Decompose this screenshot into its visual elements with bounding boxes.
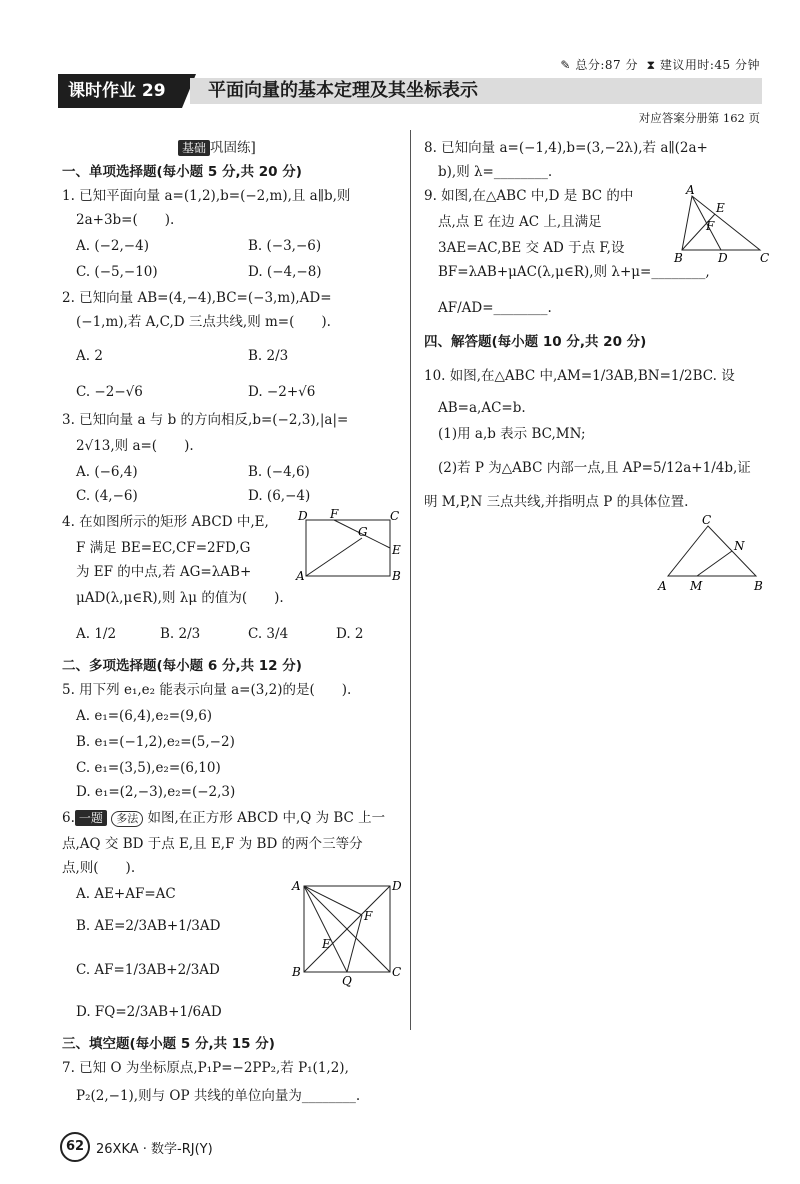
q10-line1: 10. 如图,在△ABC 中,AM=1/3AB,BN=1/2BC. 设 (424, 368, 735, 384)
label-N: N (734, 539, 745, 553)
q3-option-b: B. (−4,6) (248, 464, 310, 480)
label-A: A (686, 184, 695, 197)
q4-line2: F 满足 BE=EC,CF=2FD,G (76, 540, 251, 556)
one-question-badge: 一题 (75, 810, 107, 826)
pen-icon: ✎ (560, 58, 571, 72)
q4-option-c: C. 3/4 (248, 626, 289, 642)
q3-option-a: A. (−6,4) (76, 464, 138, 480)
segment-AQ (304, 886, 347, 972)
q7-line1: 7. 已知 O 为坐标原点,P₁P=−2PP₂,若 P₁(1,2), (62, 1060, 349, 1076)
q4-line1: 4. 在如图所示的矩形 ABCD 中,E, (62, 514, 269, 530)
triangle9-figure (672, 184, 772, 266)
label-E: E (392, 543, 401, 557)
page-number: 62 (60, 1132, 90, 1162)
q4-option-d: D. 2 (336, 626, 364, 642)
label-E: E (322, 937, 331, 951)
q5-option-a: A. e₁=(6,4),e₂=(9,6) (76, 708, 213, 724)
q7-line2: P₂(2,−1),则与 OP 共线的单位向量为________. (76, 1088, 361, 1104)
q5-option-d: D. e₁=(2,−3),e₂=(−2,3) (76, 784, 236, 800)
label-F: F (330, 508, 339, 521)
label-C: C (702, 514, 712, 527)
total-score: 总分:87 分 (575, 58, 638, 72)
segment-AG (306, 538, 362, 576)
q2-option-c: C. −2−√6 (76, 384, 143, 400)
hourglass-icon: ⧗ (646, 58, 656, 72)
q9-line1: 9. 如图,在△ABC 中,D 是 BC 的中 (424, 188, 634, 204)
q4-option-b: B. 2/3 (160, 626, 201, 642)
label-D: D (718, 251, 728, 265)
section-single-choice: 一、单项选择题(每小题 5 分,共 20 分) (62, 164, 302, 180)
q8-line2: b),则 λ=________. (438, 164, 553, 180)
q5-option-c: C. e₁=(3,5),e₂=(6,10) (76, 760, 221, 776)
label-M: M (690, 579, 703, 593)
section-multi-choice: 二、多项选择题(每小题 6 分,共 12 分) (62, 658, 302, 674)
foundation-badge: 基础 (178, 140, 210, 156)
label-C: C (392, 965, 402, 979)
label-E: E (716, 201, 725, 215)
label-C: C (390, 509, 400, 523)
title-banner (58, 74, 762, 108)
column-divider (410, 130, 411, 1030)
q2-option-a: A. 2 (76, 348, 103, 364)
label-B: B (754, 579, 763, 593)
q5-stem: 5. 用下列 e₁,e₂ 能表示向量 a=(3,2)的是( ). (62, 682, 352, 698)
q4-line3: 为 EF 的中点,若 AG=λAB+ (76, 564, 252, 580)
footer-code: 26XKA · 数学-RJ(Y) (96, 1142, 213, 1157)
q2-option-b: B. 2/3 (248, 348, 289, 364)
segment-AF (304, 886, 362, 915)
q1-option-b: B. (−3,−6) (248, 238, 322, 254)
q6-line3: 点,则( ). (62, 860, 136, 876)
label-Q: Q (342, 974, 352, 988)
q10-line3: (1)用 a,b 表示 BC,MN; (438, 426, 586, 442)
answer-reference: 对应答案分册第 162 页 (638, 111, 760, 125)
q1-option-c: C. (−5,−10) (76, 264, 158, 280)
q9-line3: 3AE=AC,BE 交 AD 于点 F,设 (438, 240, 625, 256)
suggested-time: 建议用时:45 分钟 (659, 58, 760, 72)
label-A: A (658, 579, 667, 593)
label-G: G (358, 525, 368, 539)
label-B: B (674, 251, 683, 265)
page-title: 平面向量的基本定理及其坐标表示 (208, 80, 478, 101)
q3-option-c: C. (4,−6) (76, 488, 138, 504)
q1-line2: 2a+3b=( ). (76, 212, 175, 228)
q3-option-d: D. (6,−4) (248, 488, 311, 504)
q1-option-d: D. (−4,−8) (248, 264, 322, 280)
q6-option-c: C. AF=1/3AB+2/3AD (76, 962, 220, 978)
q5-option-b: B. e₁=(−1,2),e₂=(5,−2) (76, 734, 235, 750)
q9-line2: 点,点 E 在边 AC 上,且满足 (438, 214, 602, 230)
q2-line1: 2. 已知向量 AB=(4,−4),BC=(−3,m),AD= (62, 290, 332, 306)
label-A: A (296, 569, 305, 583)
label-D: D (392, 879, 402, 893)
q6-option-a: A. AE+AF=AC (76, 886, 176, 902)
header-meta (560, 56, 760, 73)
q8-line1: 8. 已知向量 a=(−1,4),b=(3,−2λ),若 a∥(2a+ (424, 140, 708, 156)
label-B: B (292, 965, 301, 979)
q6-line2: 点,AQ 交 BD 于点 E,且 E,F 为 BD 的两个三等分 (62, 836, 363, 852)
label-A: A (292, 879, 301, 893)
square-figure (288, 876, 404, 988)
triangle10-figure (656, 514, 768, 594)
homework-badge: 课时作业 29 (58, 74, 182, 108)
foundation-heading: 基础 巩固练] (178, 138, 256, 158)
q9-line4: BF=λAB+μAC(λ,μ∈R),则 λ+μ=________, (438, 264, 710, 280)
section-fill-blank: 三、填空题(每小题 5 分,共 15 分) (62, 1036, 275, 1052)
q2-line2: (−1,m),若 A,C,D 三点共线,则 m=( ). (76, 314, 331, 330)
label-D: D (298, 509, 308, 523)
q9-line5: AF/AD=________. (438, 300, 552, 316)
label-F: F (706, 219, 715, 233)
segment-FQ (347, 915, 362, 972)
q3-line2: 2√13,则 a=( ). (76, 438, 194, 454)
q10-line5: 明 M,P,N 三点共线,并指明点 P 的具体位置. (424, 494, 689, 510)
rectangle-figure (292, 508, 404, 588)
q6-line1: 6. 一题 多法 如图,在正方形 ABCD 中,Q 为 BC 上一 (62, 810, 386, 826)
label-C: C (760, 251, 770, 265)
q6-option-b: B. AE=2/3AB+1/3AD (76, 918, 221, 934)
label-F: F (364, 909, 373, 923)
q3-line1: 3. 已知向量 a 与 b 的方向相反,b=(−2,3),|a|= (62, 412, 349, 428)
multi-method-badge: 多法 (111, 811, 143, 827)
q1-line1: 1. 已知平面向量 a=(1,2),b=(−2,m),且 a∥b,则 (62, 188, 351, 204)
section-solution: 四、解答题(每小题 10 分,共 20 分) (424, 334, 647, 350)
q4-line4: μAD(λ,μ∈R),则 λμ 的值为( ). (76, 590, 284, 606)
segment-MN (697, 551, 732, 576)
q10-line2: AB=a,AC=b. (438, 400, 526, 416)
q6-option-d: D. FQ=2/3AB+1/6AD (76, 1004, 222, 1020)
q1-option-a: A. (−2,−4) (76, 238, 149, 254)
q2-option-d: D. −2+√6 (248, 384, 316, 400)
q4-option-a: A. 1/2 (76, 626, 117, 642)
q10-line4: (2)若 P 为△ABC 内部一点,且 AP=5/12a+1/4b,证 (438, 460, 751, 476)
label-B: B (392, 569, 401, 583)
